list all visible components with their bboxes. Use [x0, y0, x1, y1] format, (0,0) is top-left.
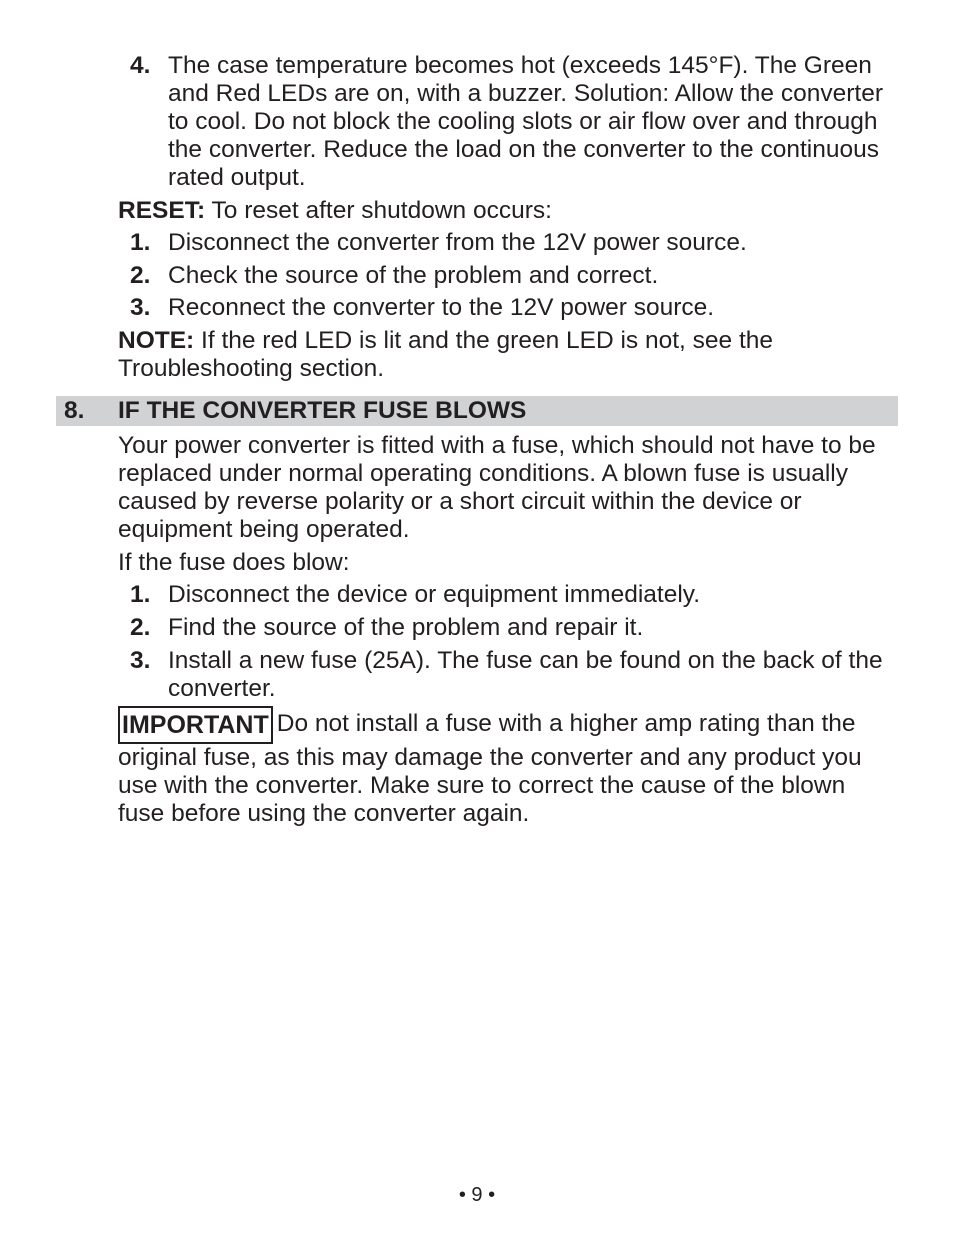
important-text: Do not install a fuse with a higher amp rating than the original fuse, as this may damage the converter and any product you use with the converter. Make sure to correct the cause of the blown fuse before using the converter again. — [118, 710, 862, 827]
section-intro-paragraph — [118, 432, 888, 544]
note-paragraph — [118, 327, 838, 383]
section-header — [56, 396, 898, 426]
list-item-text: Disconnect the device or equipment immediately. — [168, 581, 701, 608]
important-paragraph — [118, 706, 878, 828]
list-number: 2. — [130, 614, 151, 641]
important-badge: IMPORTANT — [118, 706, 273, 744]
fuse-lead-paragraph — [118, 549, 908, 577]
section-title: IF THE CONVERTER FUSE BLOWS — [118, 397, 527, 424]
list-number: 3. — [130, 294, 151, 321]
note-text: If the red LED is lit and the green LED is not, see the Troubleshooting section. — [118, 327, 774, 382]
list-number: 2. — [130, 262, 151, 289]
section-number: 8. — [64, 397, 85, 424]
list-item-text: Install a new fuse (25A). The fuse can be found on the back of the converter. — [168, 647, 883, 702]
list-number: 1. — [130, 581, 151, 608]
fuse-lead-text: If the fuse does blow: — [118, 549, 350, 576]
list-item-text: Reconnect the converter to the 12V power source. — [168, 294, 715, 321]
note-label: NOTE: — [118, 327, 195, 354]
list-item-text: The case temperature becomes hot (exceeds 145°F). The Green and Red LEDs are on, with a buzzer. Solution: Allow the converter to cool. Do not block the cooling slots or air flow over and through the converter. Reduce the load on the converter to the continuous rated output. — [168, 52, 883, 191]
reset-label: RESET: — [118, 197, 206, 224]
section-intro-text: Your power converter is fitted with a fuse, which should not have to be replaced under normal operating conditions. A blown fuse is usually caused by reverse polarity or a short circuit within the device or equipment being operated. — [118, 432, 876, 543]
list-item-text: Disconnect the converter from the 12V power source. — [168, 229, 747, 256]
list-number: 4. — [130, 52, 151, 79]
reset-text: To reset after shutdown occurs: — [205, 197, 552, 224]
reset-paragraph — [118, 197, 908, 225]
list-item-text: Check the source of the problem and correct. — [168, 262, 659, 289]
list-number: 1. — [130, 229, 151, 256]
list-number: 3. — [130, 647, 151, 674]
page-number: • 9 • — [458, 1184, 496, 1206]
list-item-text: Find the source of the problem and repair it. — [168, 614, 644, 641]
